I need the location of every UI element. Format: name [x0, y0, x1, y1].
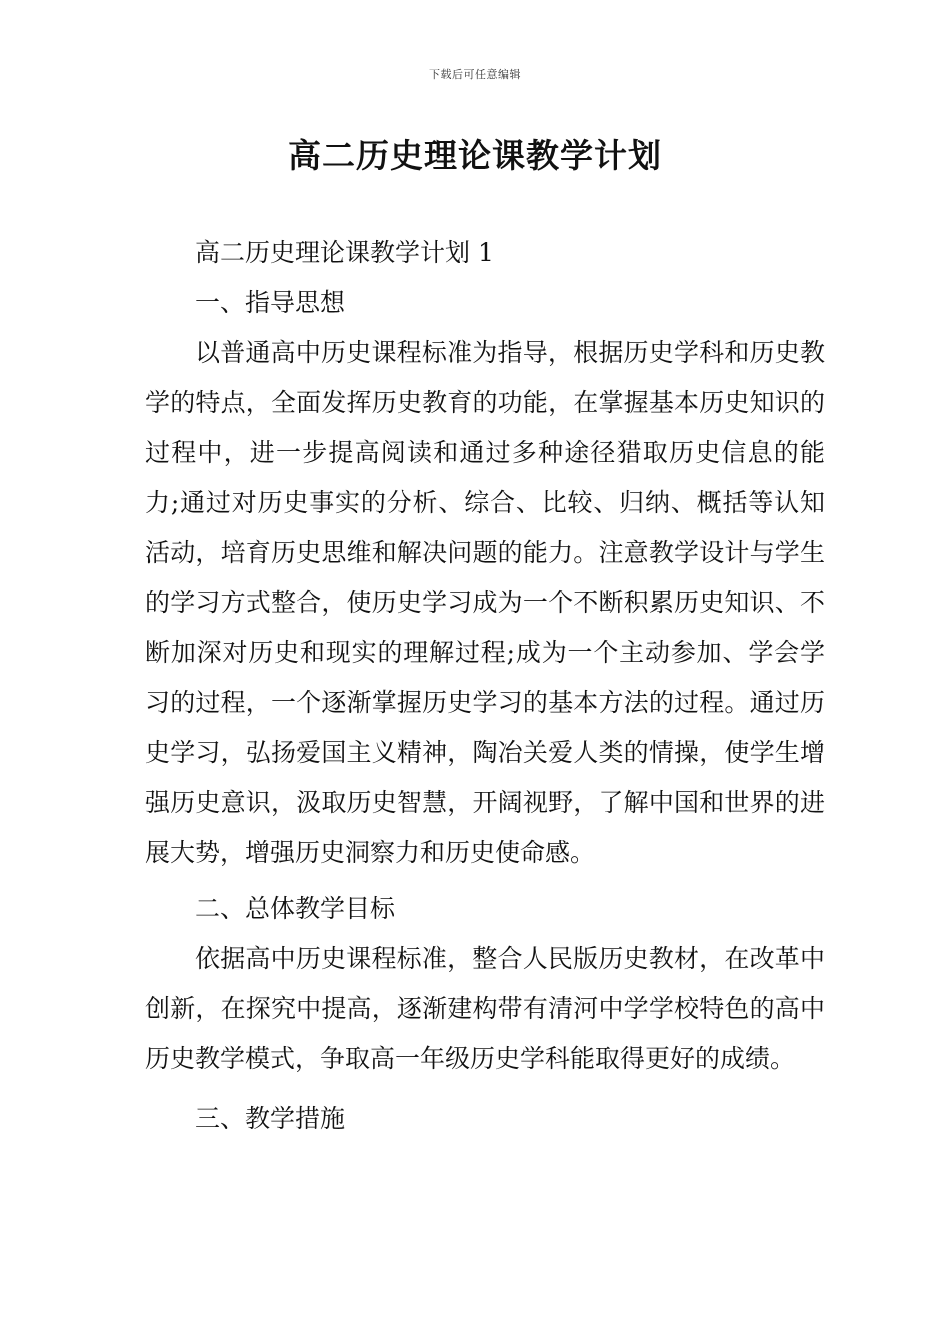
paragraph-teaching-goals: 依据高中历史课程标准，整合人民版历史教材，在改革中创新，在探究中提高，逐渐建构带有清河中学学校特色的高中历史教学模式，争取高一年级历史学科能取得更好的成绩。: [145, 944, 825, 1073]
section-heading-plan: 高二历史理论课教学计划 1: [195, 238, 494, 267]
section-heading-teaching-goals: 二、总体教学目标: [195, 894, 396, 923]
document-body: [145, 228, 825, 1144]
header-note: 下载后可任意编辑: [429, 68, 521, 81]
paragraph-guiding-thought: 以普通高中历史课程标准为指导，根据历史学科和历史教学的特点，全面发挥历史教育的功能，在掌握基本历史知识的过程中，进一步提高阅读和通过多种途径猎取历史信息的能力;通过对历史事实的分析、综合、比较、归纳、概括等认知活动，培育历史思维和解决问题的能力。注意教学设计与学生的学习方式整合，使历史学习成为一个不断积累历史知识、不断加深对历史和现实的理解过程;成为一个主动参加、学会学习的过程，一个逐渐掌握历史学习的基本方法的过程。通过历史学习，弘扬爱国主义精神，陶冶关爱人类的情操，使学生增强历史意识，汲取历史智慧，开阔视野，了解中国和世界的进展大势，增强历史洞察力和历史使命感。: [145, 338, 825, 867]
section-heading-guiding-thought: 一、指导思想: [195, 288, 346, 317]
section-heading-teaching-measures: 三、教学措施: [195, 1104, 346, 1133]
document-title: 高二历史理论课教学计划: [288, 136, 662, 175]
